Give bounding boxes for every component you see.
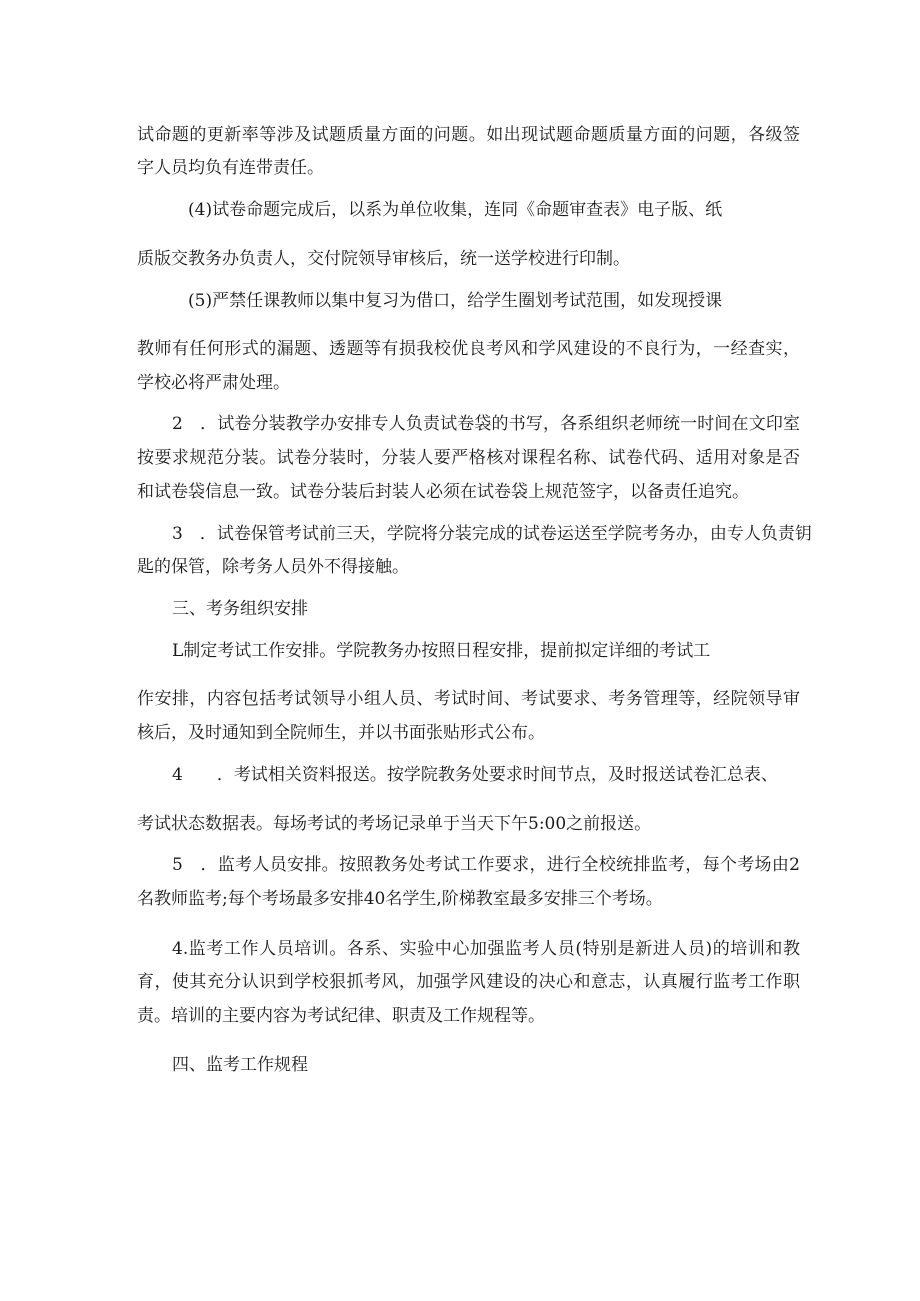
paragraph-line: 学校必将严肃处理。 [137, 373, 290, 393]
paragraph-line: 4 ．考试相关资料报送。按学院教务处要求时间节点，及时报送试卷汇总表、 [172, 765, 778, 785]
paragraph-line: 2 ．试卷分装教学办安排专人负责试卷袋的书写，各系组织老师统一时间在文印室 [172, 414, 800, 434]
paragraph-line: 质版交教务办负责人，交付院领导审核后，统一送学校进行印制。 [137, 249, 630, 269]
paragraph-line: 匙的保管，除考务人员外不得接触。 [137, 557, 409, 577]
section-heading: 四、监考工作规程 [172, 1055, 308, 1075]
paragraph-line: 核后，及时通知到全院师生，并以书面张贴形式公布。 [137, 723, 545, 743]
paragraph-line: 教师有任何形式的漏题、透题等有损我校优良考风和学风建设的不良行为，一经查实， [137, 339, 800, 359]
paragraph-line: 4.监考工作人员培训。各系、实验中心加强监考人员(特别是新进人员)的培训和教 [172, 939, 800, 959]
paragraph-line: 育，使其充分认识到学校狠抓考风，加强学风建设的决心和意志，认真履行监考工作职 [137, 972, 800, 992]
section-heading: 三、考务组织安排 [172, 599, 308, 619]
paragraph-line: 试命题的更新率等涉及试题质量方面的问题。如出现试题命题质量方面的问题，各级签 [137, 125, 800, 145]
paragraph-line: 字人员均负有连带责任。 [137, 158, 324, 178]
paragraph-line: 3 ．试卷保管考试前三天，学院将分装完成的试卷运送至学院考务办，由专人负责钥 [172, 524, 812, 544]
paragraph-line: (4)试卷命题完成后，以系为单位收集，连同《命题审查表》电子版、纸 [188, 200, 723, 220]
paragraph-line: 作安排，内容包括考试领导小组人员、考试时间、考试要求、考务管理等，经院领导审 [137, 689, 800, 709]
paragraph-line: 考试状态数据表。每场考试的考场记录单于当天下午5:00之前报送。 [137, 814, 652, 834]
paragraph-line: (5)严禁任课教师以集中复习为借口，给学生圈划考试范围，如发现授课 [188, 291, 723, 311]
paragraph-line: 按要求规范分装。试卷分装时，分装人要严格核对课程名称、试卷代码、适用对象是否 [137, 448, 800, 468]
paragraph-line: L制定考试工作安排。学院教务办按照日程安排，提前拟定详细的考试工 [172, 641, 711, 661]
paragraph-line: 和试卷袋信息一致。试卷分装后封装人必须在试卷袋上规范签字，以备责任追究。 [137, 482, 749, 502]
paragraph-line: 名教师监考;每个考场最多安排40名学生,阶梯教室最多安排三个考场。 [137, 889, 663, 909]
paragraph-line: 责。培训的主要内容为考试纪律、职责及工作规程等。 [137, 1006, 545, 1026]
paragraph-line: 5 ．监考人员安排。按照教务处考试工作要求，进行全校统排监考，每个考场由2 [172, 855, 800, 875]
